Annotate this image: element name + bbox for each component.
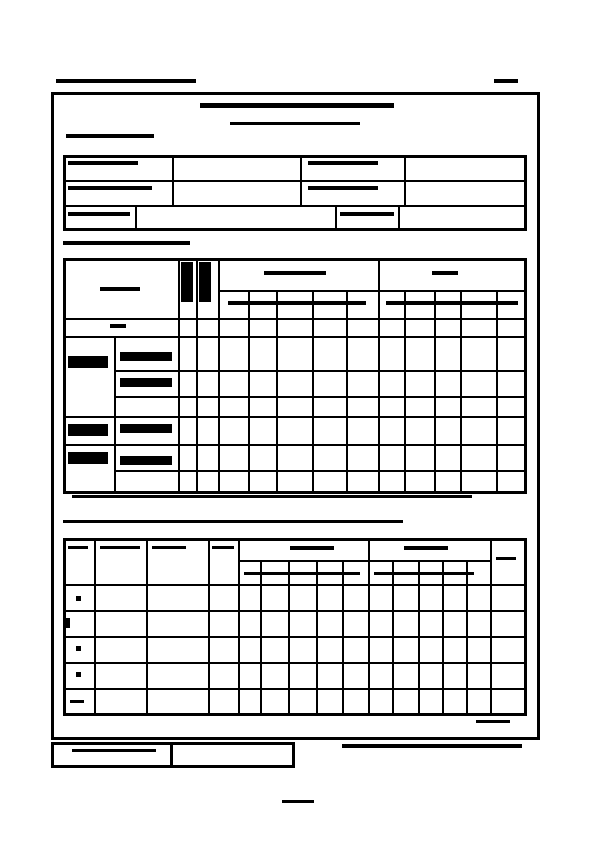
main-col-divider: [496, 292, 498, 494]
detail-col-divider: [94, 538, 96, 716]
main-header-label: [100, 287, 140, 291]
section3-heading: [63, 520, 403, 523]
info-row-divider: [63, 180, 527, 182]
main-row-label: [110, 324, 126, 328]
detail-row-divider: [63, 688, 527, 690]
info-col-divider: [172, 155, 174, 205]
main-row-label: [120, 352, 172, 361]
main-subheader-label: [228, 301, 366, 305]
main-col-divider: [460, 292, 462, 494]
main-row-divider: [114, 470, 527, 472]
main-col-divider: [404, 292, 406, 494]
main-group-divider: [378, 290, 527, 292]
main-subheader-label: [386, 301, 518, 305]
header-left-code: [56, 79, 196, 83]
info-col-divider: [300, 155, 302, 205]
detail-col-divider: [238, 538, 240, 716]
detail-col-divider: [260, 562, 262, 716]
main-col-divider: [178, 258, 180, 494]
info-label: [308, 186, 378, 190]
info-label: [68, 186, 152, 190]
table-footnote: [72, 495, 472, 498]
main-header-label: [432, 271, 458, 275]
detail-header-label: [68, 546, 88, 549]
detail-row-divider: [63, 636, 527, 638]
detail-col-divider: [368, 538, 370, 716]
main-row-divider: [63, 416, 527, 418]
detail-row-number: [66, 618, 70, 628]
detail-col-divider: [442, 562, 444, 716]
main-col-divider: [196, 258, 198, 494]
detail-col-divider: [208, 538, 210, 716]
info-label: [68, 212, 130, 216]
detail-header-label: [404, 546, 448, 550]
detail-row-number: [76, 672, 81, 677]
main-header-shaded: [199, 262, 211, 302]
main-row-label: [120, 378, 172, 387]
main-row-divider: [114, 370, 527, 372]
signature-box: [51, 742, 295, 768]
info-table: [63, 155, 527, 231]
page-number: [282, 800, 314, 803]
detail-col-divider: [490, 538, 492, 716]
detail-header-label: [152, 546, 186, 549]
footer-note: [342, 744, 522, 748]
detail-col-divider: [418, 562, 420, 716]
section2-heading: [63, 241, 190, 245]
info-label: [308, 161, 378, 165]
main-header-shaded: [181, 262, 193, 302]
info-label: [340, 212, 394, 216]
main-col-divider: [346, 292, 348, 494]
detail-col-divider: [342, 562, 344, 716]
main-col-divider: [312, 292, 314, 494]
main-header-divider: [63, 318, 527, 320]
detail-header-label: [100, 546, 140, 549]
detail-header-label: [212, 546, 234, 549]
main-col-divider: [276, 292, 278, 494]
main-header-label: [264, 271, 326, 275]
detail-col-divider: [392, 562, 394, 716]
main-col-divider: [434, 292, 436, 494]
main-col-divider: [378, 258, 380, 494]
form-title: [200, 103, 394, 108]
section1-heading: [66, 134, 154, 138]
info-col-divider: [404, 155, 406, 205]
main-row-divider: [63, 336, 527, 338]
main-row-label: [120, 456, 172, 465]
info-col-divider: [335, 205, 337, 231]
detail-header-label: [290, 546, 334, 550]
detail-row-divider: [63, 610, 527, 612]
main-row-divider: [114, 396, 527, 398]
detail-header-label: [496, 557, 516, 560]
footer-box-label: [72, 749, 156, 752]
detail-row-number: [76, 596, 81, 601]
detail-subheader-label: [374, 572, 474, 575]
info-row-divider: [63, 205, 527, 207]
detail-col-divider: [466, 562, 468, 716]
detail-group-divider: [238, 560, 490, 562]
detail-row-number: [70, 700, 84, 703]
main-row-label: [68, 356, 108, 368]
main-row-label: [120, 424, 172, 433]
main-col-divider: [248, 292, 250, 494]
info-col-divider: [135, 205, 137, 231]
detail-row-divider: [63, 662, 527, 664]
signature-box-divider: [170, 742, 173, 768]
header-right-code: [494, 79, 518, 83]
form-subtitle: [230, 122, 360, 125]
main-row-label: [68, 424, 108, 436]
detail-row-number: [76, 646, 81, 651]
main-row-divider: [63, 444, 527, 446]
detail-col-divider: [316, 562, 318, 716]
main-col-divider: [218, 258, 220, 494]
detail-col-divider: [288, 562, 290, 716]
detail-col-divider: [146, 538, 148, 716]
main-row-label: [68, 452, 108, 464]
info-label: [68, 161, 138, 165]
main-group-divider: [218, 290, 378, 292]
detail-header-divider: [63, 584, 527, 586]
table-end-mark: [476, 720, 510, 723]
detail-subheader-label: [244, 572, 360, 575]
info-col-divider: [398, 205, 400, 231]
